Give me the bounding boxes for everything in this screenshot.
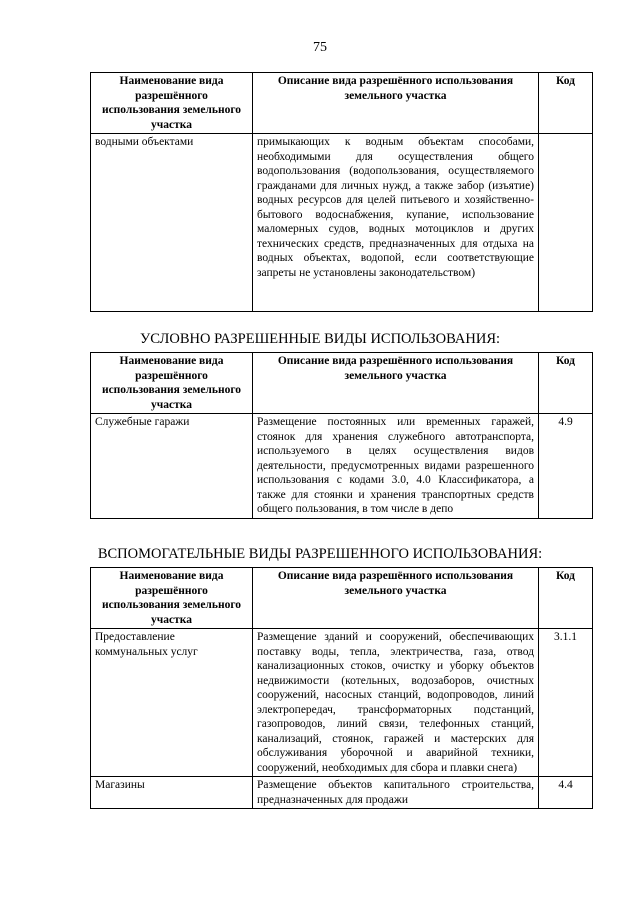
table-row <box>91 414 593 519</box>
header-description: Описание вида разрешённого использования земельного участка <box>253 73 539 134</box>
header-code: Код <box>539 353 593 414</box>
header-description: Описание вида разрешённого использования земельного участка <box>253 568 539 629</box>
header-code: Код <box>539 568 593 629</box>
table-row <box>91 777 593 809</box>
row-description: примыкающих к водным объектам способами, необходимыми для осуществления общего водопользования (водопользования, осуществляемого гражданами для личных нужд, а также забор (изъятие) водных ресурсов для целей питьевого и хозяйственно-бытового водоснабжения, купание, использование маломерных судов, водных мотоциклов и других технических средств, предназначенных для отдыха на водных объектах, водопой, если соответствующие запреты не установлены законодательством) <box>253 134 539 312</box>
row-description: Размещение зданий и сооружений, обеспечивающих поставку воды, тепла, электричества, газа, отвод канализационных стоков, очистку и уборку объектов недвижимости (котельных, водозаборов, очистных сооружений, насосных станций, водопроводов, линий электропередач, трансформаторных подстанций, газопроводов, линий связи, телефонных станций, канализаций, стоянок, гаражей и мастерских для обслуживания уборочной и аварийной техники, сооружений, необходимых для сбора и плавки снега) <box>253 629 539 777</box>
row-code <box>539 134 593 312</box>
header-code: Код <box>539 73 593 134</box>
table-conditional-uses <box>90 352 593 519</box>
table-header-row <box>91 568 593 629</box>
section-title-auxiliary: ВСПОМОГАТЕЛЬНЫЕ ВИДЫ РАЗРЕШЕННОГО ИСПОЛЬЗОВАНИЯ: <box>97 546 543 562</box>
row-description: Размещение объектов капитального строительства, предназначенных для продажи <box>253 777 539 809</box>
table-header-row <box>91 353 593 414</box>
row-name: водными объектами <box>91 134 253 312</box>
table-permitted-uses-continued <box>90 72 593 312</box>
row-name: Служебные гаражи <box>91 414 253 519</box>
header-name: Наименование вида разрешённого использования земельного участка <box>91 73 253 134</box>
table-row <box>91 629 593 777</box>
header-name: Наименование вида разрешённого использования земельного участка <box>91 353 253 414</box>
row-name: Предоставление коммунальных услуг <box>91 629 253 777</box>
section-title-conditional: УСЛОВНО РАЗРЕШЕННЫЕ ВИДЫ ИСПОЛЬЗОВАНИЯ: <box>139 331 501 347</box>
row-code: 3.1.1 <box>539 629 593 777</box>
table-header-row <box>91 73 593 134</box>
row-code: 4.9 <box>539 414 593 519</box>
header-description: Описание вида разрешённого использования земельного участка <box>253 353 539 414</box>
row-description: Размещение постоянных или временных гаражей, стоянок для хранения служебного автотранспорта, используемого в целях осуществления видов деятельности, предусмотренных видами разрешенного использования с кодами 3.0, 4.0 Классификатора, а также для стоянки и хранения транспортных средств общего пользования, в том числе в депо <box>253 414 539 519</box>
row-code: 4.4 <box>539 777 593 809</box>
table-auxiliary-uses <box>90 567 593 809</box>
table-row <box>91 134 593 312</box>
row-name: Магазины <box>91 777 253 809</box>
header-name: Наименование вида разрешённого использования земельного участка <box>91 568 253 629</box>
page-number: 75 <box>313 40 327 55</box>
